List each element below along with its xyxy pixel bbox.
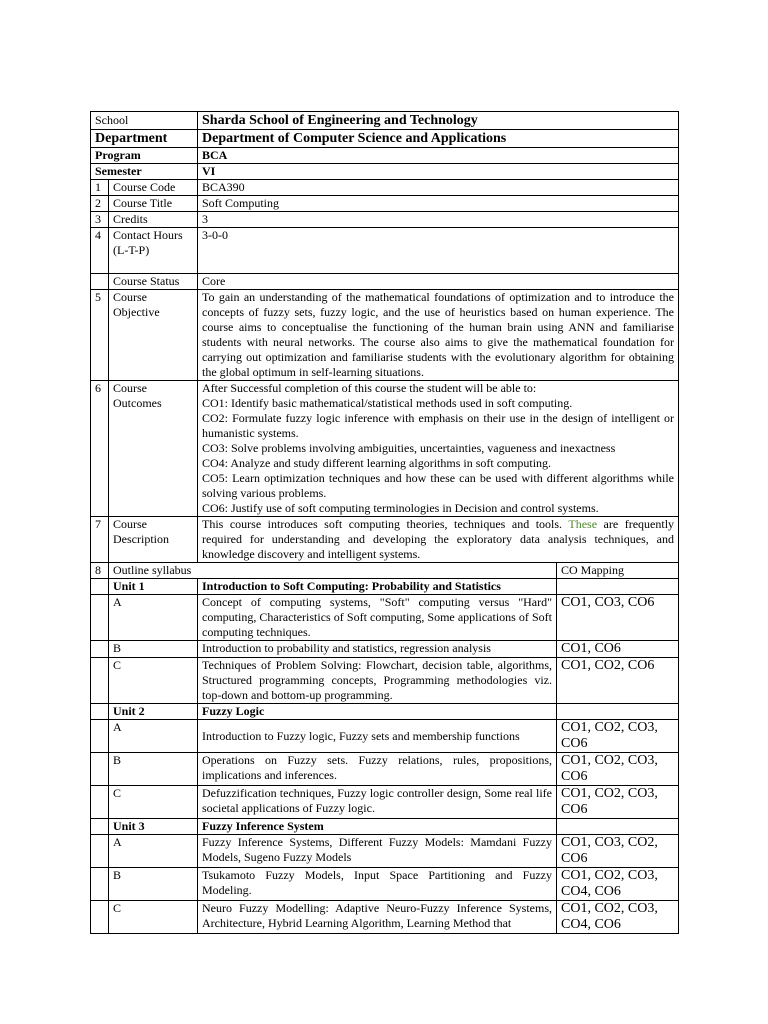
topic-row (91, 835, 679, 868)
course-title-value: Soft Computing (198, 196, 679, 212)
course-code-label: Course Code (109, 180, 198, 196)
topic-row (91, 868, 679, 901)
school-label: School (91, 112, 198, 130)
semester-row (91, 164, 679, 180)
school-value: Sharda School of Engineering and Technology (198, 112, 679, 130)
topic-row (91, 786, 679, 819)
description-part1: This course introduces soft computing theories, techniques and tools. (202, 517, 563, 531)
topic-co-mapping: CO1, CO3, CO2, CO6 (557, 835, 679, 868)
contact-hours-row (91, 228, 679, 274)
topic-co-mapping: CO1, CO6 (557, 641, 679, 658)
unit-name: Unit 1 (109, 579, 198, 595)
department-value: Department of Computer Science and Applications (198, 130, 679, 148)
course-description-row (91, 517, 679, 563)
topic-text: Defuzzification techniques, Fuzzy logic controller design, Some real life societal applications of Fuzzy logic. (198, 786, 557, 819)
outcome-item: CO4: Analyze and study different learning algorithms in soft computing. (202, 456, 552, 470)
row-number: 5 (91, 290, 109, 381)
credits-label: Credits (109, 212, 198, 228)
topic-id: C (109, 901, 198, 934)
topic-id: A (109, 720, 198, 753)
topic-text: Tsukamoto Fuzzy Models, Input Space Partitioning and Fuzzy Modeling. (198, 868, 557, 901)
outcome-item: CO1: Identify basic mathematical/statistical methods used in soft computing. (202, 396, 573, 410)
course-objective-label: Course Objective (109, 290, 198, 381)
credits-row (91, 212, 679, 228)
course-outcomes-list (198, 381, 679, 517)
course-status-row (91, 274, 679, 290)
topic-id: B (109, 753, 198, 786)
outline-syllabus-row (91, 563, 679, 579)
course-outcomes-row (91, 381, 679, 517)
topic-id: C (109, 786, 198, 819)
topic-text: Introduction to probability and statistics, regression analysis (198, 641, 557, 658)
topic-id: B (109, 868, 198, 901)
topic-text: Introduction to Fuzzy logic, Fuzzy sets and membership functions (198, 720, 557, 753)
semester-value: VI (198, 164, 679, 180)
row-number-empty (91, 274, 109, 290)
program-value: BCA (198, 148, 679, 164)
topic-text: Operations on Fuzzy sets. Fuzzy relations, rules, propositions, implications and inferences. (198, 753, 557, 786)
description-part2: are frequently required for understanding and developing the exploratory data analysis techniques, and knowledge discovery and intelligent systems. (202, 517, 675, 561)
topic-row (91, 753, 679, 786)
topic-text: Fuzzy Inference Systems, Different Fuzzy Models: Mamdani Fuzzy Models, Sugeno Fuzzy Models (198, 835, 557, 868)
course-title-label: Course Title (109, 196, 198, 212)
row-number: 1 (91, 180, 109, 196)
topic-text: Techniques of Problem Solving: Flowchart, decision table, algorithms, Structured programming concepts, Programming methodologies viz. top-down and bottom-up programming. (198, 658, 557, 704)
outcome-item: CO2: Formulate fuzzy logic inference with emphasis on their use in the design of intelligent or humanistic systems. (202, 411, 675, 440)
unit-header-row (91, 819, 679, 835)
topic-row (91, 641, 679, 658)
topic-co-mapping: CO1, CO2, CO3, CO6 (557, 753, 679, 786)
unit-name: Unit 2 (109, 704, 198, 720)
topic-co-mapping: CO1, CO2, CO3, CO4, CO6 (557, 901, 679, 934)
description-highlight: These (568, 517, 598, 531)
course-status-value: Core (198, 274, 679, 290)
topic-co-mapping: CO1, CO2, CO3, CO4, CO6 (557, 868, 679, 901)
topic-text: Concept of computing systems, "Soft" computing versus "Hard" computing, Characteristics of Soft computing, Some applications of Soft computing techniques. (198, 595, 557, 641)
unit-title: Fuzzy Inference System (198, 819, 557, 835)
semester-label: Semester (91, 164, 198, 180)
course-code-value: BCA390 (198, 180, 679, 196)
outcome-item: CO6: Justify use of soft computing terminologies in Decision and control systems. (202, 501, 599, 515)
topic-id: B (109, 641, 198, 658)
course-description-text (198, 517, 679, 563)
course-title-row (91, 196, 679, 212)
unit-title: Fuzzy Logic (198, 704, 557, 720)
topic-co-mapping: CO1, CO2, CO3, CO6 (557, 720, 679, 753)
topic-co-mapping: CO1, CO3, CO6 (557, 595, 679, 641)
course-description-label: Course Description (109, 517, 198, 563)
topic-id: A (109, 595, 198, 641)
topic-row (91, 720, 679, 753)
row-number: 7 (91, 517, 109, 563)
topic-id: C (109, 658, 198, 704)
outcome-item: CO5: Learn optimization techniques and how these can be used with different algorithms while solving various problems. (202, 471, 675, 500)
topic-co-mapping: CO1, CO2, CO6 (557, 658, 679, 704)
row-number: 8 (91, 563, 109, 579)
program-label: Program (91, 148, 198, 164)
topic-text: Neuro Fuzzy Modelling: Adaptive Neuro-Fuzzy Inference Systems, Architecture, Hybrid Learning Algorithm, Learning Method that (198, 901, 557, 934)
contact-hours-value: 3-0-0 (198, 228, 679, 274)
outline-syllabus-label: Outline syllabus (109, 563, 557, 579)
course-objective-row (91, 290, 679, 381)
department-label: Department (91, 130, 198, 148)
course-syllabus-table (90, 111, 679, 934)
topic-row (91, 901, 679, 934)
unit-name: Unit 3 (109, 819, 198, 835)
course-status-label: Course Status (109, 274, 198, 290)
department-row (91, 130, 679, 148)
topic-row (91, 658, 679, 704)
topic-co-mapping: CO1, CO2, CO3, CO6 (557, 786, 679, 819)
unit-header-row (91, 579, 679, 595)
course-objective-text: To gain an understanding of the mathematical foundations of optimization and to introduce the concepts of fuzzy sets, fuzzy logic, and the use of heuristics based on human experience. The course aims to conceptualise the functioning of the human brain using ANN and familiarise students with neural networks. The course also aims to give the mathematical foundation for carrying out optimization and familiarise students with the evolutionary algorithm for obtaining the global optimum in self-learning situations. (198, 290, 679, 381)
row-number: 3 (91, 212, 109, 228)
course-code-row (91, 180, 679, 196)
topic-row (91, 595, 679, 641)
school-row (91, 112, 679, 130)
contact-hours-label: Contact Hours (L-T-P) (109, 228, 198, 274)
outcomes-intro: After Successful completion of this course the student will be able to: (202, 381, 537, 395)
topic-id: A (109, 835, 198, 868)
row-number: 2 (91, 196, 109, 212)
program-row (91, 148, 679, 164)
row-number: 4 (91, 228, 109, 274)
row-number: 6 (91, 381, 109, 517)
course-outcomes-label: Course Outcomes (109, 381, 198, 517)
outcome-item: CO3: Solve problems involving ambiguities, uncertainties, vagueness and inexactness (202, 441, 616, 455)
unit-header-row (91, 704, 679, 720)
co-mapping-header: CO Mapping (557, 563, 679, 579)
unit-title: Introduction to Soft Computing: Probability and Statistics (198, 579, 557, 595)
credits-value: 3 (198, 212, 679, 228)
